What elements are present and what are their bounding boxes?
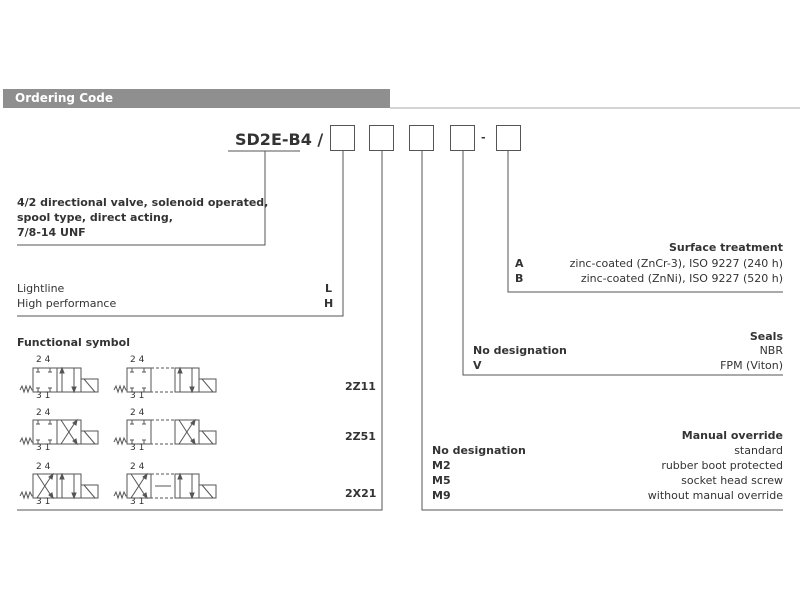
surface-label: zinc-coated (ZnCr-3), ISO 9227 (240 h) (569, 257, 783, 270)
symbol-code: 2Z51 (345, 430, 376, 443)
port-label: 2 4 (36, 462, 51, 472)
port-label: 2 4 (36, 355, 51, 365)
code-dash: - (481, 131, 486, 144)
port-label: 3 1 (36, 497, 51, 507)
surface-title: Surface treatment (668, 241, 783, 254)
symbol-2z11-a (20, 368, 98, 392)
symbol-code: 2X21 (345, 487, 377, 500)
seals-label: NBR (759, 344, 783, 357)
seals-title: Seals (749, 330, 783, 343)
symbol-2x21-a (20, 474, 98, 498)
surface-code: A (515, 257, 524, 270)
seals-label: FPM (Viton) (720, 359, 783, 372)
symbol-2z11-b (114, 368, 216, 392)
port-label: 3 1 (130, 391, 145, 401)
manual-label: standard (734, 444, 783, 457)
version-code: L (325, 282, 333, 295)
code-box-seals (450, 125, 475, 151)
port-label: 3 1 (36, 443, 51, 453)
manual-code: No designation (432, 444, 526, 457)
version-code: H (324, 297, 334, 310)
description-line: spool type, direct acting, (17, 211, 173, 224)
symbol-code: 2Z11 (345, 380, 376, 393)
port-label: 2 4 (130, 408, 145, 418)
section-header: Ordering Code (3, 89, 390, 108)
symbol-2x21-b (114, 474, 216, 498)
surface-label: zinc-coated (ZnNi), ISO 9227 (520 h) (580, 272, 783, 285)
manual-code: M2 (432, 459, 451, 472)
symbol-2z51-a (20, 420, 98, 444)
version-label: Lightline (17, 282, 65, 295)
manual-label: without manual override (647, 489, 783, 502)
code-box-version (330, 125, 355, 151)
manual-title: Manual override (681, 429, 783, 442)
model-code: SD2E-B4 / (235, 130, 324, 149)
version-label: High performance (17, 297, 117, 310)
port-label: 2 4 (36, 408, 51, 418)
manual-code: M5 (432, 474, 451, 487)
port-label: 3 1 (130, 443, 145, 453)
manual-label: rubber boot protected (661, 459, 783, 472)
port-label: 2 4 (130, 462, 145, 472)
code-box-surface (496, 125, 521, 151)
seals-code: V (473, 359, 482, 372)
manual-code: M9 (432, 489, 451, 502)
manual-label: socket head screw (681, 474, 783, 487)
code-box-manual-override (409, 125, 434, 151)
description-line: 7/8-14 UNF (17, 226, 86, 239)
seals-code: No designation (473, 344, 567, 357)
description-line: 4/2 directional valve, solenoid operated, (17, 196, 269, 209)
surface-code: B (515, 272, 524, 285)
code-box-symbol (369, 125, 394, 151)
symbol-2z51-b (114, 420, 216, 444)
port-label: 2 4 (130, 355, 145, 365)
functional-symbol-title: Functional symbol (17, 336, 130, 349)
port-label: 3 1 (130, 497, 145, 507)
port-label: 3 1 (36, 391, 51, 401)
